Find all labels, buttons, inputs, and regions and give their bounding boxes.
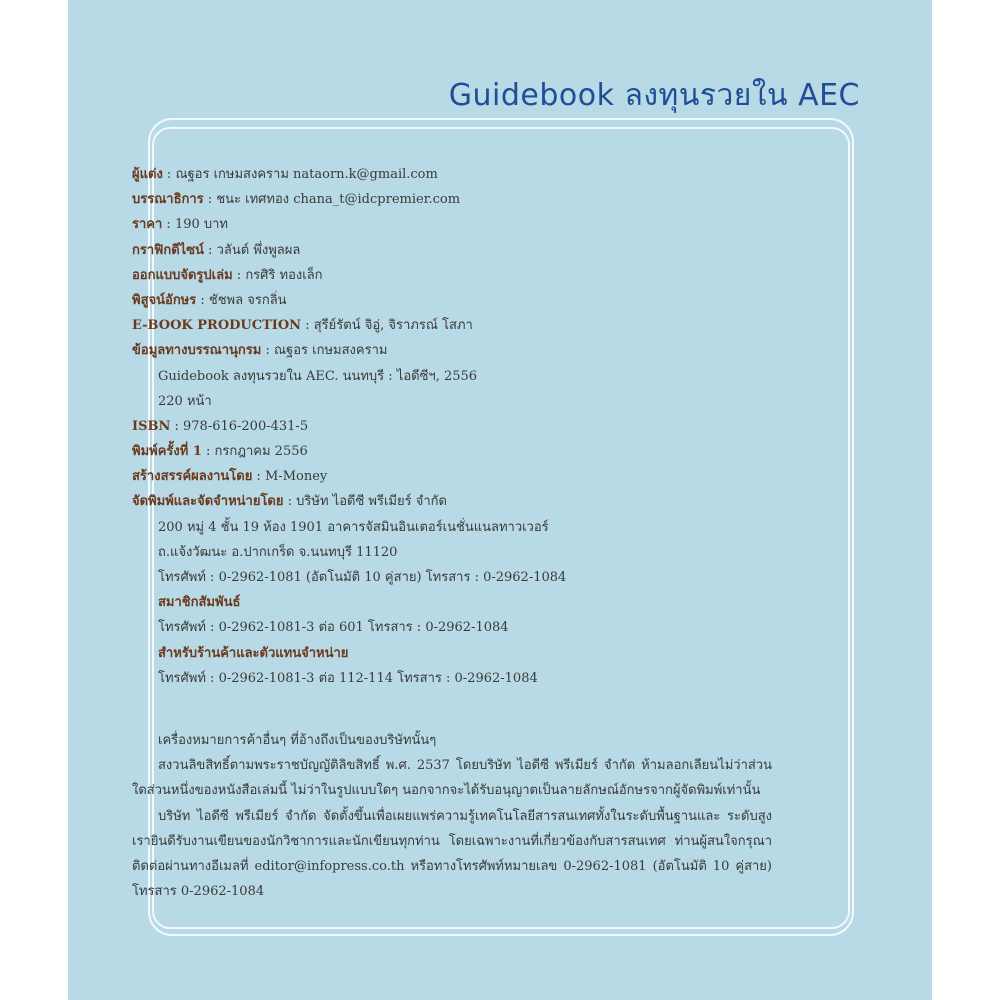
credit-label: พิมพ์ครั้งที่ 1 [132, 444, 202, 460]
spacer [132, 691, 772, 728]
credit-edition: พิมพ์ครั้งที่ 1 : กรกฎาคม 2556 [132, 444, 308, 460]
bibliography-line: Guidebook ลงทุนรวยใน AEC. นนทบุรี : ไอดีซีฯ, 2556 [158, 368, 478, 384]
credit-label: E-BOOK PRODUCTION [132, 318, 302, 334]
page-title: Guidebook ลงทุนรวยใน AEC [448, 78, 860, 113]
credit-value: 978-616-200-431-5 [183, 418, 309, 434]
credit-publisher: จัดพิมพ์และจัดจำหน่ายโดย : บริษัท ไอดีซี พรีเมียร์ จำกัด [132, 494, 447, 510]
trademark-note: เครื่องหมายการค้าอื่นๆ ที่อ้างถึงเป็นของบริษัทนั้นๆ [158, 732, 437, 748]
credit-value: กรศิริ ทองเล็ก [245, 267, 323, 283]
credit-value: ชัชพล จรกลิ่น [208, 292, 287, 308]
credit-value: บริษัท ไอดีซี พรีเมียร์ จำกัด [296, 494, 447, 510]
credit-value: สุรีย์รัตน์ จิอู่, จิราภรณ์ โสภา [313, 318, 473, 334]
credit-label: ออกแบบจัดรูปเล่ม [132, 267, 233, 283]
credit-label: สร้างสรรค์ผลงานโดย [132, 469, 253, 485]
credit-label: ผู้แต่ง [132, 167, 163, 182]
credit-layout: ออกแบบจัดรูปเล่ม : กรศิริ ทองเล็ก [132, 267, 323, 283]
credit-value: วลันต์ พึ่งพูลผล [216, 242, 301, 258]
credit-creator: สร้างสรรค์ผลงานโดย : M-Money [132, 469, 328, 485]
credit-label: ข้อมูลทางบรรณานุกรม [132, 343, 262, 359]
publisher-address-line-2: ถ.แจ้งวัฒนะ อ.ปากเกร็ด จ.นนทบุรี 11120 [158, 544, 398, 560]
credit-label: ISBN [132, 418, 171, 434]
publisher-phone: โทรศัพท์ : 0-2962-1081 (อัตโนมัติ 10 คู่สาย) โทรสาร : 0-2962-1084 [158, 570, 567, 585]
dealer-phone: โทรศัพท์ : 0-2962-1081-3 ต่อ 112-114 โทรสาร : 0-2962-1084 [158, 670, 538, 686]
credit-label: จัดพิมพ์และจัดจำหน่ายโดย [132, 494, 284, 510]
credit-author: ผู้แต่ง : ณฐอร เกษมสงคราม nataorn.k@gmail.com [132, 167, 438, 182]
bibliography-pages: 220 หน้า [158, 393, 212, 409]
credit-value: ชนะ เทศทอง chana_t@idcpremier.com [216, 192, 461, 208]
credit-value: ณฐอร เกษมสงคราม nataorn.k@gmail.com [175, 167, 438, 182]
credit-value: 190 บาท [174, 217, 229, 233]
credit-ebook-production: E-BOOK PRODUCTION : สุรีย์รัตน์ จิอู่, จิราภรณ์ โสภา [132, 318, 473, 334]
credit-bibliography: ข้อมูลทางบรรณานุกรม : ณฐอร เกษมสงคราม [132, 343, 388, 359]
credit-label: กราฟิกดีไซน์ [132, 242, 204, 258]
copyright-note: สงวนลิขสิทธิ์ตามพระราชบัญญัติลิขสิทธิ์ พ.ศ. 2537 โดยบริษัท ไอดีซี พรีเมียร์ จำกัด ห้ามลอกเลียนไม่ว่าส่วนใดส่วนหนึ่งของหนังสือเล่มนี้ ไม่ว่าในรูปแบบใดๆ นอกจากจะได้รับอนุญาตเป็นลายลักษณ์อักษรจากผู้จัดพิมพ์เท่านั้น [132, 758, 772, 799]
credit-price: ราคา : 190 บาท [132, 217, 229, 233]
credit-isbn: ISBN : 978-616-200-431-5 [132, 418, 309, 434]
member-relations-label: สมาชิกสัมพันธ์ [158, 595, 241, 611]
credit-value: M-Money [264, 469, 328, 485]
dealer-label: สำหรับร้านค้าและตัวแทนจำหน่าย [158, 645, 349, 661]
credit-graphic-design: กราฟิกดีไซน์ : วลันต์ พึ่งพูลผล [132, 242, 301, 258]
credit-label: ราคา [132, 217, 163, 233]
credit-label: พิสูจน์อักษร [132, 292, 197, 308]
about-publisher-note: บริษัท ไอดีซี พรีเมียร์ จำกัด จัดตั้งขึ้นเพื่อเผยแพร่ความรู้เทคโนโลยีสารสนเทศทั้งในระดับพื้นฐานและ ระดับสูง เรายินดีรับงานเขียนของนักวิชาการและนักเขียนทุกท่าน โดยเฉพาะงานที่เกี่ยวข้องกับสารสนเทศ ท่านผู้สนใจกรุณาติดต่อผ่านทางอีเมลที่ editor@infopress.co.th หรือทางโทรศัพท์หมายเลข 0-2962-1081 (อัตโนมัติ 10 คู่สาย) โทรสาร 0-2962-1084 [132, 808, 772, 900]
credit-value: ณฐอร เกษมสงคราม [274, 343, 388, 359]
member-relations-phone: โทรศัพท์ : 0-2962-1081-3 ต่อ 601 โทรสาร : 0-2962-1084 [158, 620, 509, 636]
credit-proofreader: พิสูจน์อักษร : ชัชพล จรกลิ่น [132, 292, 287, 308]
publisher-address-line-1: 200 หมู่ 4 ชั้น 19 ห้อง 1901 อาคารจัสมินอินเตอร์เนชั่นแนลทาวเวอร์ [158, 519, 549, 535]
credit-editor: บรรณาธิการ : ชนะ เทศทอง chana_t@idcpremier.com [132, 192, 461, 208]
colophon-content [132, 162, 772, 904]
credit-label: บรรณาธิการ [132, 192, 204, 208]
credit-value: กรกฎาคม 2556 [214, 444, 308, 460]
